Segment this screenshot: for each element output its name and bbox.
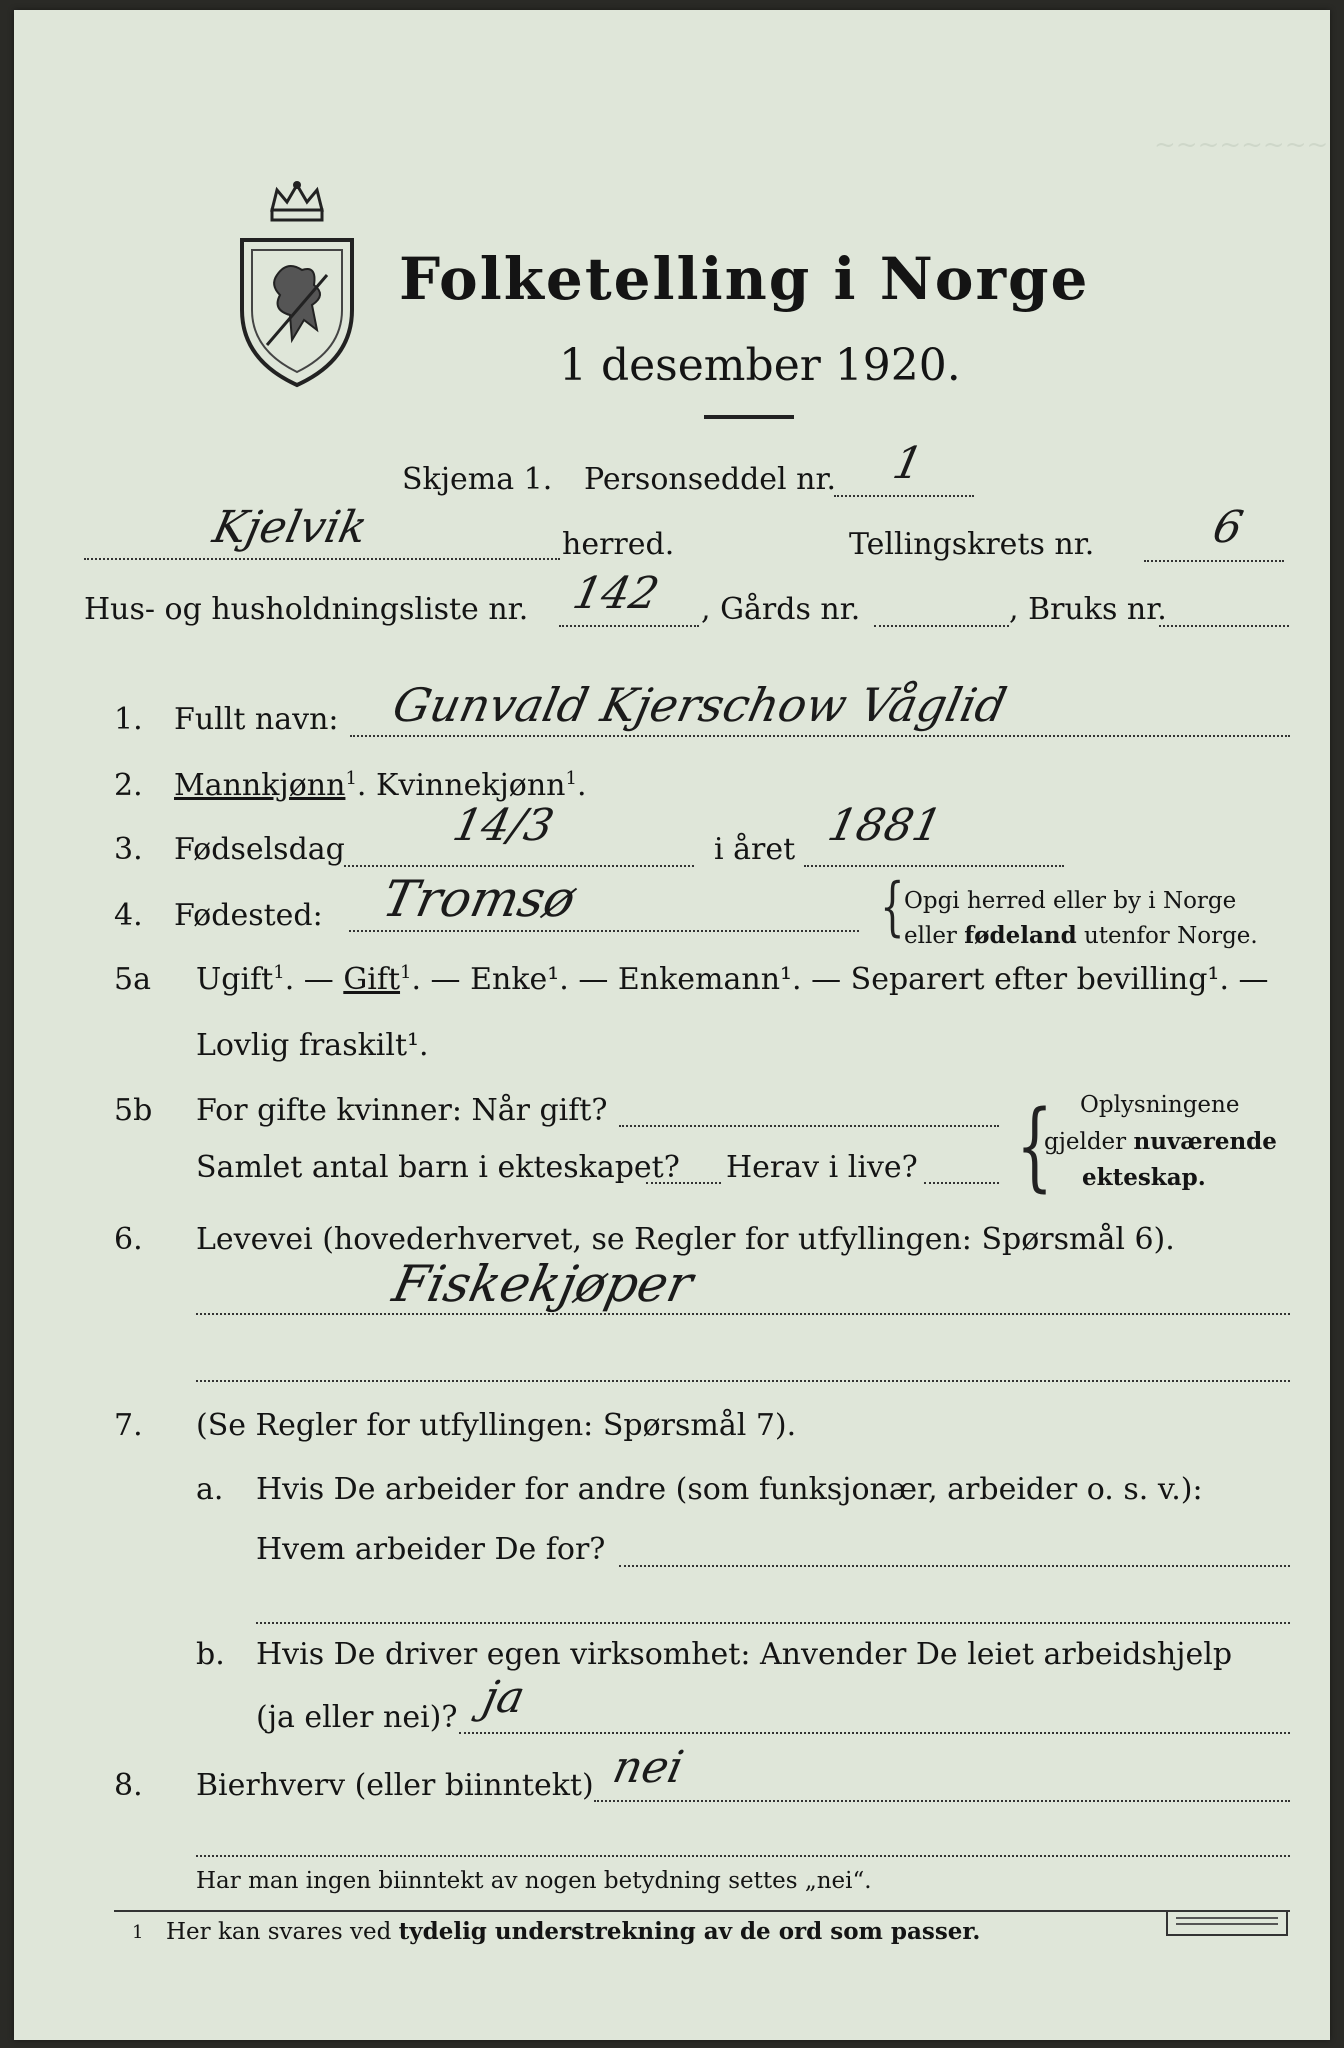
census-date: 1 desember 1920. (559, 340, 961, 391)
q5b-number: 5b (114, 1093, 153, 1128)
printer-stamp-icon (1166, 1910, 1288, 1936)
footnote-number: 1 (132, 1922, 144, 1943)
side-income-value: nei (608, 1742, 688, 1793)
children-alive-field[interactable] (924, 1182, 999, 1184)
q1-number: 1. (114, 702, 143, 737)
hired-help-value: ja (478, 1672, 530, 1723)
full-name-value: Gunvald Kjerschow Våglid (388, 678, 1012, 732)
census-form-sheet (14, 10, 1330, 2040)
tellingskrets-value: 6 (1208, 502, 1248, 553)
hired-help-field[interactable] (459, 1732, 1290, 1734)
option-male[interactable]: Mannkjønn (174, 768, 346, 803)
marriage-date-field[interactable] (619, 1125, 999, 1127)
q2-number: 2. (114, 768, 143, 803)
q7-label: (Se Regler for utfyllingen: Spørsmål 7). (196, 1408, 797, 1443)
q5b-note-line3: ekteskap. (1082, 1164, 1206, 1191)
option-lovlig-fraskilt[interactable]: Lovlig fraskilt¹. (196, 1028, 429, 1063)
q5b-label: For gifte kvinner: Når gift? (196, 1093, 608, 1128)
children-count-field[interactable] (646, 1182, 721, 1184)
side-income-field[interactable] (594, 1800, 1290, 1802)
footnote-marker: 1 (565, 768, 577, 789)
birthday-value: 14/3 (448, 800, 559, 851)
side-income-field-line2[interactable] (196, 1855, 1290, 1857)
q3-label: Fødselsdag (174, 832, 345, 867)
footnote-marker: 1 (345, 768, 357, 789)
birth-year-value: 1881 (823, 800, 947, 851)
birth-year-field[interactable] (804, 865, 1064, 867)
occupation-field-line2[interactable] (196, 1380, 1290, 1382)
q3-year-label: i året (714, 832, 796, 867)
option-female[interactable]: Kvinnekjønn (375, 768, 566, 803)
q7a-sub-label: Hvem arbeider De for? (256, 1532, 606, 1567)
full-name-field[interactable] (350, 735, 1290, 737)
q7b-sub-label: (ja eller nei)? (256, 1700, 458, 1735)
q6-number: 6. (114, 1222, 143, 1257)
norway-coat-of-arms-icon (232, 180, 362, 390)
q4-label: Fødested: (174, 898, 323, 933)
q4-number: 4. (114, 898, 143, 933)
q5a-options: Ugift$^1$. — Gift$^1$. — Enke¹. — Enkemann¹. — Separert efter bevilling¹. — (196, 962, 1269, 997)
q6-label: Levevei (hovederhvervet, se Regler for utfyllingen: Spørsmål 6). (196, 1222, 1175, 1257)
q4-note-line1: Opgi herred eller by i Norge (904, 888, 1237, 914)
hus-value: 142 (568, 568, 664, 619)
q8-number: 8. (114, 1768, 143, 1803)
bleed-through-text: ~~~~~~~~ (1154, 130, 1329, 160)
q5a-number: 5a (114, 962, 151, 997)
gards-label: , Gårds nr. (701, 592, 861, 627)
q8-label: Bierhverv (eller biinntekt) (196, 1768, 594, 1803)
q5b-children-label: Samlet antal barn i ekteskapet? (196, 1150, 680, 1185)
bruks-field[interactable] (1159, 625, 1289, 627)
form-title: Folketelling i Norge (399, 245, 1090, 313)
q7a-letter: a. (196, 1472, 224, 1507)
gards-field[interactable] (874, 625, 1009, 627)
tellingskrets-label: Tellingskrets nr. (849, 527, 1095, 562)
occupation-value: Fiskekjøper (387, 1255, 698, 1313)
q5b-note-line1: Oplysningene (1080, 1092, 1240, 1118)
herred-field[interactable] (84, 558, 560, 560)
q5b-alive-label: Herav i live? (726, 1150, 918, 1185)
brace: { (1016, 1090, 1053, 1202)
personseddel-value: 1 (888, 438, 928, 489)
option-ugift[interactable]: Ugift (196, 962, 274, 997)
footer-note: Har man ingen biinntekt av nogen betydning settes „nei“. (196, 1868, 872, 1894)
footnote-text: Her kan svares ved tydelig understrekning av de ord som passer. (166, 1918, 981, 1945)
q4-note-line2: eller fødeland utenfor Norge. (904, 922, 1258, 949)
hus-label: Hus- og husholdningsliste nr. (84, 592, 529, 627)
q1-label: Fullt navn: (174, 702, 339, 737)
skjema-label: Skjema 1. (402, 462, 553, 497)
birthday-field[interactable] (344, 865, 694, 867)
q7b-letter: b. (196, 1637, 225, 1672)
q7-number: 7. (114, 1408, 143, 1443)
occupation-field[interactable] (196, 1313, 1290, 1315)
herred-label: herred. (562, 527, 675, 562)
brace: { (880, 870, 905, 944)
q5b-note-line2: gjelder nuværende (1044, 1128, 1277, 1155)
tellingskrets-field[interactable] (1144, 560, 1284, 562)
personseddel-field[interactable] (834, 495, 974, 497)
personseddel-label: Personseddel nr. (584, 462, 837, 497)
option-gift[interactable]: Gift (343, 962, 401, 997)
employer-field[interactable] (619, 1565, 1290, 1567)
q7b-label: Hvis De driver egen virksomhet: Anvender De leiet arbeidshjelp (256, 1637, 1233, 1672)
other-marital-options: . — Enke¹. — Enkemann¹. — Separert efter bevilling¹. — (411, 962, 1269, 997)
birthplace-value: Tromsø (377, 870, 581, 928)
birthplace-field[interactable] (349, 930, 859, 932)
herred-value: Kjelvik (208, 502, 372, 553)
q3-number: 3. (114, 832, 143, 867)
hus-field[interactable] (559, 625, 699, 627)
employer-field-line2[interactable] (256, 1622, 1290, 1624)
bruks-label: , Bruks nr. (1009, 592, 1167, 627)
footer-divider (114, 1910, 1290, 1912)
q2-options: Mannkjønn$^1$. Kvinnekjønn$^1$. (174, 768, 587, 803)
title-divider (704, 415, 794, 419)
q7a-label: Hvis De arbeider for andre (som funksjonær, arbeider o. s. v.): (256, 1472, 1203, 1507)
